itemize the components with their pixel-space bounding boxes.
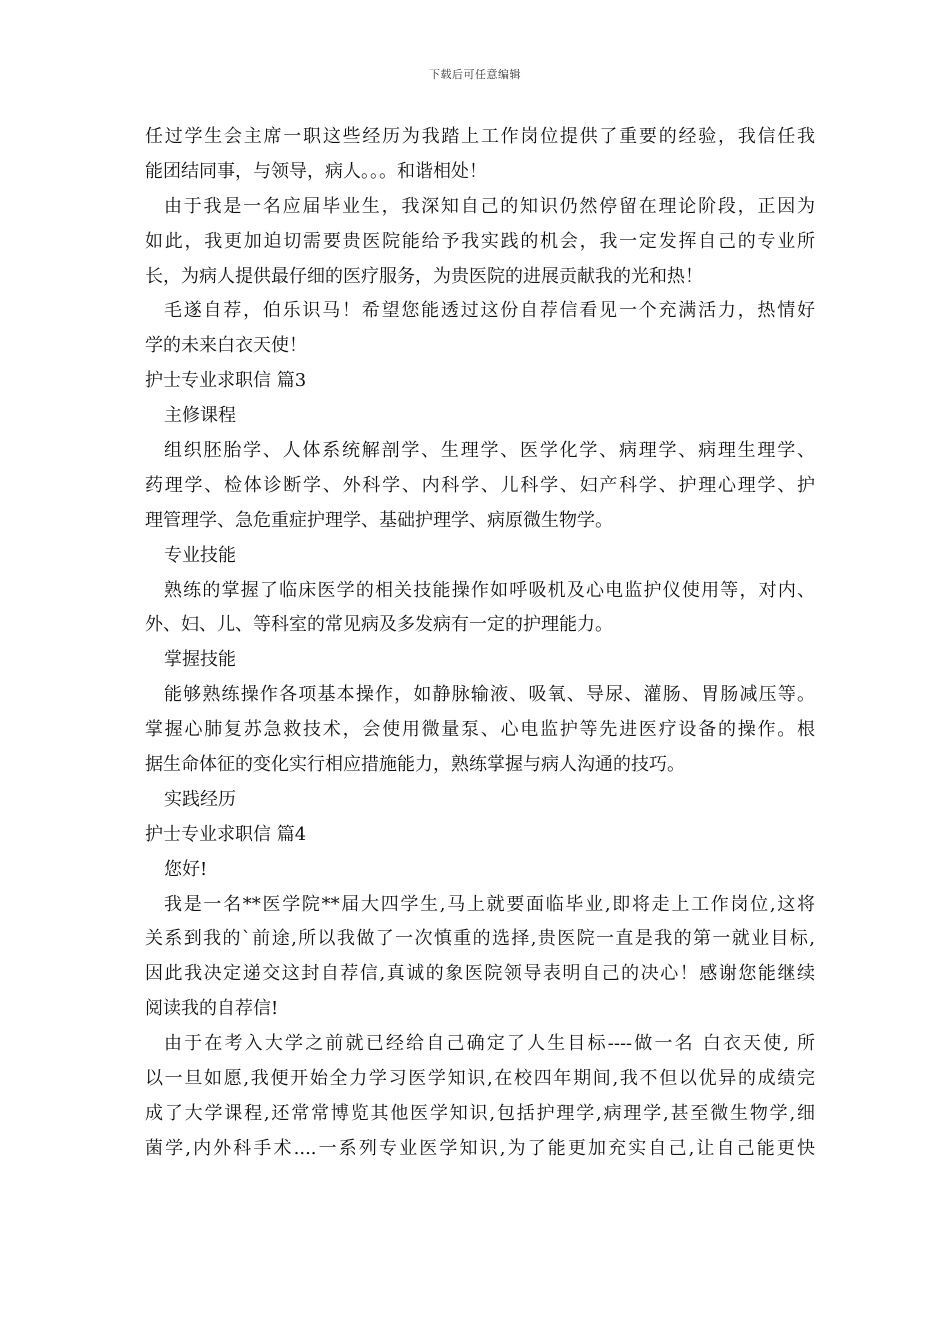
text-line: 我是一名**医学院**届大四学生,马上就要面临毕业,即将走上工作岗位,这将	[164, 893, 815, 915]
text-line: 如此，我更加迫切需要贵医院能给予我实践的机会，我一定发挥自己的专业所	[145, 230, 815, 252]
text-line: 学的未来白衣天使！	[145, 335, 307, 357]
text-line: 关系到我的`前途,所以我做了一次慎重的选择,贵医院一直是我的第一就业目标,	[145, 928, 815, 950]
text-line: 理管理学、急危重症护理学、基础护理学、病原微生物学。	[145, 509, 613, 531]
text-line: 由于在考入大学之前就已经给自己确定了人生目标----做一名 白衣天使, 所	[164, 1033, 815, 1055]
text-line: 护士专业求职信 篇3	[145, 370, 307, 392]
text-line: 阅读我的自荐信!	[145, 998, 279, 1020]
text-line: 掌握技能	[164, 649, 236, 671]
text-line: 能团结同事，与领导，病人。。。和谐相处！	[145, 160, 487, 182]
text-line: 护士专业求职信 篇4	[145, 823, 307, 845]
text-line: 专业技能	[164, 544, 236, 566]
text-line: 熟练的掌握了临床医学的相关技能操作如呼吸机及心电监护仪使用等，对内、	[164, 579, 815, 601]
text-line: 成了大学课程,还常常博览其他医学知识,包括护理学,病理学,甚至微生物学,细	[145, 1102, 815, 1124]
text-line: 主修课程	[164, 405, 236, 427]
text-line: 组织胚胎学、人体系统解剖学、生理学、医学化学、病理学、病理生理学、	[164, 440, 815, 462]
text-line: 因此我决定递交这封自荐信,真诚的象医院领导表明自己的决心！感谢您能继续	[145, 963, 815, 985]
text-line: 能够熟练操作各项基本操作，如静脉输液、吸氧、导尿、灌肠、胃肠减压等。	[164, 684, 815, 706]
text-line: 以一旦如愿,我便开始全力学习医学知识,在校四年期间,我不但以优异的成绩完	[145, 1068, 815, 1090]
text-line: 外、妇、儿、等科室的常见病及多发病有一定的护理能力。	[145, 614, 613, 636]
text-line: 长，为病人提供最仔细的医疗服务，为贵医院的进展贡献我的光和热！	[145, 265, 703, 287]
text-line: 掌握心肺复苏急救技术，会使用微量泵、心电监护等先进医疗设备的操作。根	[145, 719, 815, 741]
document-body	[145, 120, 815, 1167]
text-line: 实践经历	[164, 788, 236, 810]
text-line: 据生命体征的变化实行相应措施能力，熟练掌握与病人沟通的技巧。	[145, 754, 685, 776]
text-line: 药理学、检体诊断学、外科学、内科学、儿科学、妇产科学、护理心理学、护	[145, 474, 815, 496]
text-line: 任过学生会主席一职这些经历为我踏上工作岗位提供了重要的经验，我信任我	[145, 126, 815, 147]
page-header: 下载后可任意编辑	[429, 68, 521, 81]
text-line: 您好!	[164, 858, 208, 880]
text-line: 菌学,内外科手术....一系列专业医学知识,为了能更加充实自己,让自己能更快	[145, 1137, 815, 1159]
text-line: 毛遂自荐，伯乐识马！希望您能透过这份自荐信看见一个充满活力，热情好	[164, 300, 815, 322]
text-line: 由于我是一名应届毕业生，我深知自己的知识仍然停留在理论阶段，正因为	[164, 195, 815, 217]
